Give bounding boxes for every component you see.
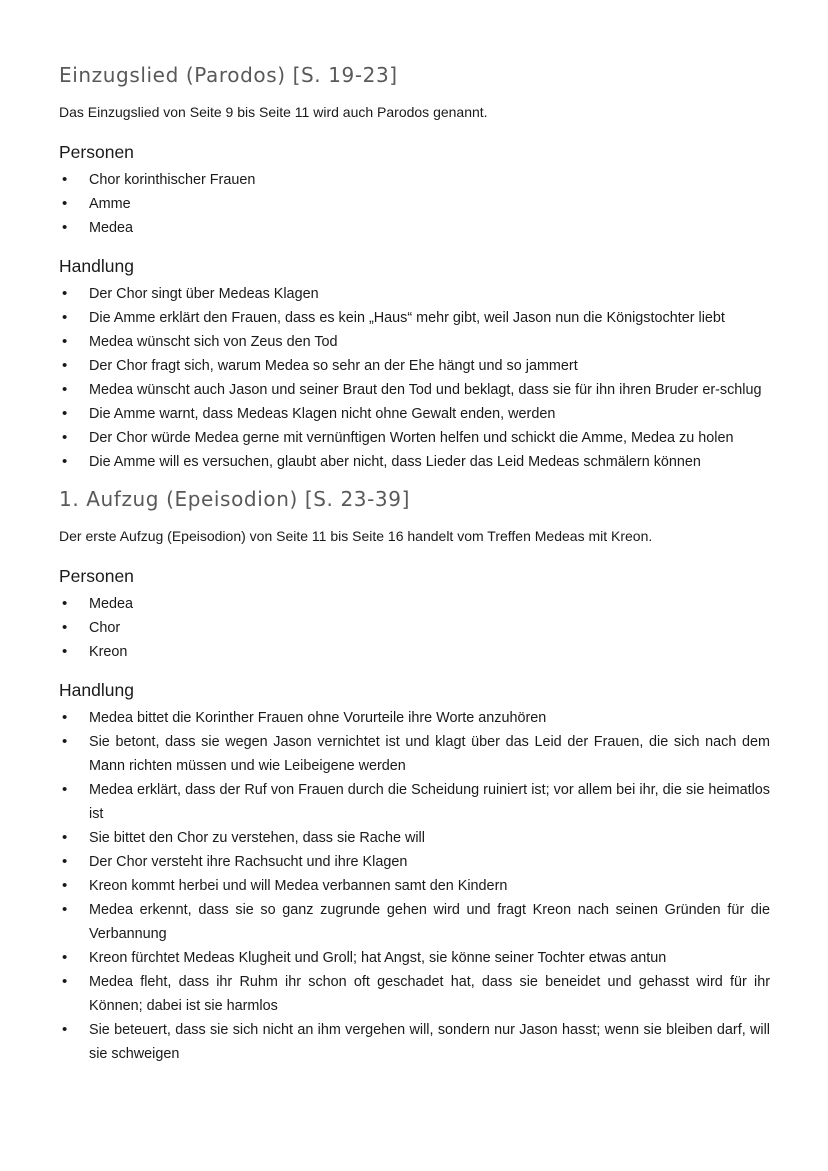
list-item: • Chor xyxy=(59,616,770,640)
section-intro-epeisodion: Der erste Aufzug (Epeisodion) von Seite 11 bis Seite 16 handelt vom Treffen Medeas mit Kreon. xyxy=(59,528,653,544)
list-item: • Medea wünscht sich von Zeus den Tod xyxy=(59,330,770,354)
handlung-list xyxy=(59,706,770,1066)
list-item: • Die Amme erklärt den Frauen, dass es kein „Haus“ mehr gibt, weil Jason nun die Königstochter liebt xyxy=(59,306,770,330)
list-item: • Medea bittet die Korinther Frauen ohne Vorurteile ihre Worte anzuhören xyxy=(59,706,770,730)
list-item: • Sie beteuert, dass sie sich nicht an ihm vergehen will, sondern nur Jason hasst; wenn sie bleiben darf, will sie schweigen xyxy=(59,1018,770,1066)
list-item: • Die Amme warnt, dass Medeas Klagen nicht ohne Gewalt enden, werden xyxy=(59,402,770,426)
handlung-heading: Handlung xyxy=(59,256,134,276)
handlung-heading: Handlung xyxy=(59,680,134,700)
personen-list xyxy=(59,592,770,664)
list-item: • Der Chor versteht ihre Rachsucht und ihre Klagen xyxy=(59,850,770,874)
list-item: • Kreon fürchtet Medeas Klugheit und Groll; hat Angst, sie könne seiner Tochter etwas antun xyxy=(59,946,770,970)
list-item: • Medea fleht, dass ihr Ruhm ihr schon oft geschadet hat, dass sie beneidet und gehasst wird für ihr Können; dabei ist sie harmlos xyxy=(59,970,770,1018)
section-intro-parodos: Das Einzugslied von Seite 9 bis Seite 11 wird auch Parodos genannt. xyxy=(59,104,488,120)
list-item: • Der Chor fragt sich, warum Medea so sehr an der Ehe hängt und so jammert xyxy=(59,354,770,378)
list-item: • Der Chor singt über Medeas Klagen xyxy=(59,282,770,306)
list-item: • Medea xyxy=(59,216,770,240)
section-title-parodos: Einzugslied (Parodos) [S. 19-23] xyxy=(59,63,398,87)
list-item: • Sie betont, dass sie wegen Jason vernichtet ist und klagt über das Leid der Frauen, die sich nach dem Mann richten müssen und wie Leibeigene werden xyxy=(59,730,770,778)
personen-heading: Personen xyxy=(59,566,134,586)
list-item: • Medea erklärt, dass der Ruf von Frauen durch die Scheidung ruiniert ist; vor allem bei ihr, die sie heimatlos ist xyxy=(59,778,770,826)
personen-heading: Personen xyxy=(59,142,134,162)
list-item: • Medea wünscht auch Jason und seiner Braut den Tod und beklagt, dass sie für ihn ihren Bruder er-schlug xyxy=(59,378,770,402)
list-item: • Amme xyxy=(59,192,770,216)
list-item: • Sie bittet den Chor zu verstehen, dass sie Rache will xyxy=(59,826,770,850)
list-item: • Kreon kommt herbei und will Medea verbannen samt den Kindern xyxy=(59,874,770,898)
list-item: • Kreon xyxy=(59,640,770,664)
list-item: • Die Amme will es versuchen, glaubt aber nicht, dass Lieder das Leid Medeas schmälern können xyxy=(59,450,770,474)
list-item: • Medea xyxy=(59,592,770,616)
list-item: • Medea erkennt, dass sie so ganz zugrunde gehen wird und fragt Kreon nach seinen Gründen für die Verbannung xyxy=(59,898,770,946)
list-item: • Chor korinthischer Frauen xyxy=(59,168,770,192)
list-item: • Der Chor würde Medea gerne mit vernünftigen Worten helfen und schickt die Amme, Medea zu holen xyxy=(59,426,770,450)
handlung-list xyxy=(59,282,770,474)
section-title-epeisodion: 1. Aufzug (Epeisodion) [S. 23-39] xyxy=(59,487,410,511)
personen-list xyxy=(59,168,770,240)
